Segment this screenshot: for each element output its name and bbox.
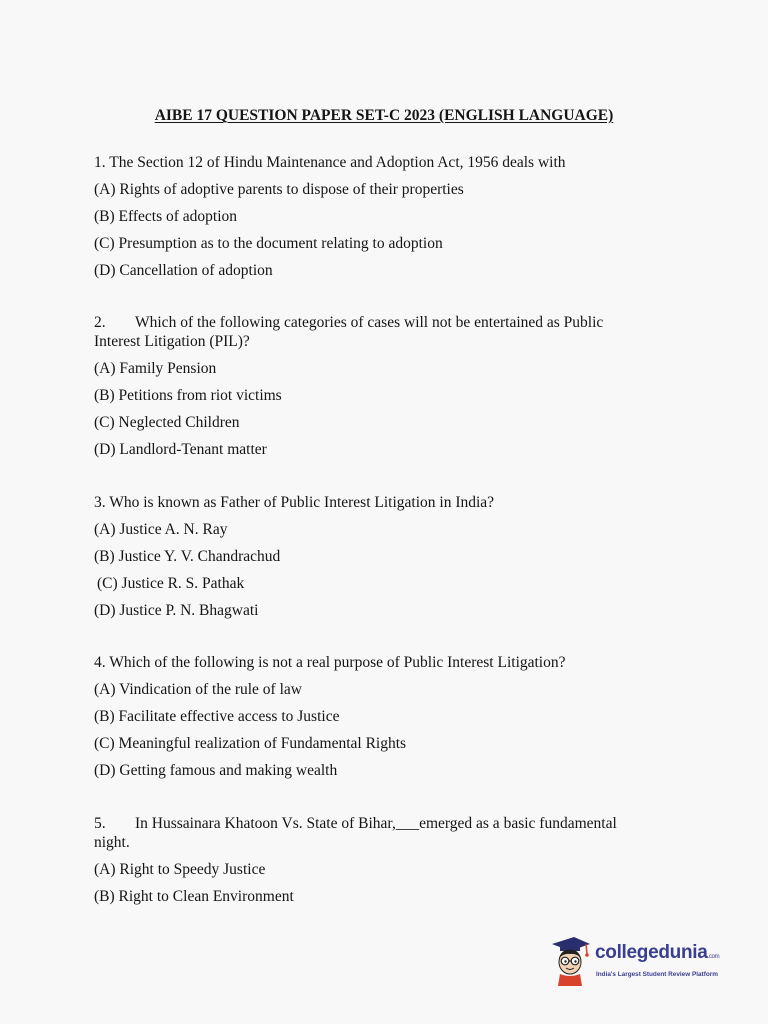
document-title: AIBE 17 QUESTION PAPER SET-C 2023 (ENGLISH LANGUAGE) xyxy=(154,107,614,124)
question-3 xyxy=(94,493,654,620)
logo-wordmark xyxy=(595,943,719,967)
option-c: (C) Presumption as to the document relating to adoption xyxy=(94,235,443,252)
option-d: (D) Cancellation of adoption xyxy=(94,262,273,279)
option-a: (A) Rights of adoptive parents to dispose of their properties xyxy=(94,181,464,198)
question-stem: 1. The Section 12 of Hindu Maintenance and Adoption Act, 1956 deals with xyxy=(94,154,566,171)
question-stem xyxy=(94,814,654,833)
question-stem-text: In Hussainara Khatoon Vs. State of Bihar,___emerged as a basic fundamental xyxy=(135,815,617,832)
option-d: (D) Getting famous and making wealth xyxy=(94,762,338,779)
option-c: (C) Justice R. S. Pathak xyxy=(97,575,245,592)
option-b: (B) Justice Y. V. Chandrachud xyxy=(94,548,281,565)
question-stem: 3. Who is known as Father of Public Interest Litigation in India? xyxy=(94,494,495,511)
collegedunia-logo xyxy=(548,934,728,986)
option-a: (A) Justice A. N. Ray xyxy=(94,521,228,538)
question-stem-continued: night. xyxy=(94,834,130,851)
option-d: (D) Landlord-Tenant matter xyxy=(94,441,267,458)
option-a: (A) Vindication of the rule of law xyxy=(94,681,302,698)
question-stem-continued: Interest Litigation (PIL)? xyxy=(94,333,250,350)
question-number: 5. xyxy=(94,815,106,832)
option-b: (B) Facilitate effective access to Justice xyxy=(94,708,340,725)
option-c: (C) Neglected Children xyxy=(94,414,240,431)
question-4 xyxy=(94,653,654,780)
option-a: (A) Family Pension xyxy=(94,360,217,377)
option-b: (B) Effects of adoption xyxy=(94,208,238,225)
option-a: (A) Right to Speedy Justice xyxy=(94,861,266,878)
logo-brand-suffix: .com xyxy=(707,954,720,960)
option-b: (B) Right to Clean Environment xyxy=(94,888,294,905)
logo-tagline: India's Largest Student Review Platform xyxy=(596,971,718,978)
question-2 xyxy=(94,313,654,459)
question-stem xyxy=(94,313,654,332)
question-stem-text: Which of the following categories of cases will not be entertained as Public xyxy=(135,314,604,331)
question-5 xyxy=(94,814,654,906)
option-c: (C) Meaningful realization of Fundamental Rights xyxy=(94,735,407,752)
student-mascot-icon xyxy=(548,934,592,986)
option-b: (B) Petitions from riot victims xyxy=(94,387,282,404)
question-stem: 4. Which of the following is not a real purpose of Public Interest Litigation? xyxy=(94,654,566,671)
question-number: 2. xyxy=(94,314,106,331)
question-1 xyxy=(94,153,654,280)
option-d: (D) Justice P. N. Bhagwati xyxy=(94,602,259,619)
logo-brand-text: collegedunia xyxy=(595,942,708,963)
